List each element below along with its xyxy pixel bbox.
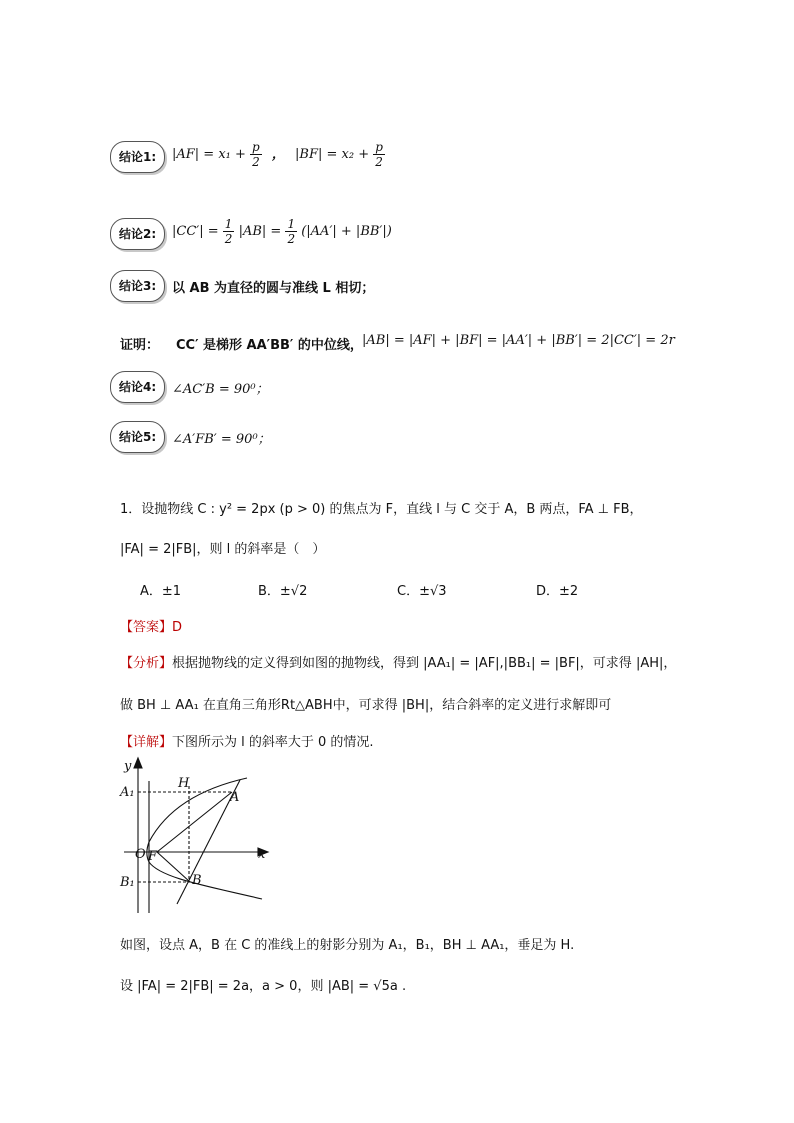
analysis-line-1 — [120, 652, 676, 671]
label-A1: A₁ — [120, 785, 135, 800]
label-A: A — [230, 790, 240, 805]
option-a: A．±1 — [140, 584, 182, 599]
answer-value: D — [172, 620, 183, 635]
conclusion-2-badge: 结论2: — [110, 218, 165, 250]
fraction-one-half: $\frac{1}{2}$ — [224, 217, 233, 246]
conclusion-3-badge: 结论3: — [110, 270, 165, 302]
analysis-line-2: 做 BH ⊥ AA₁ 在直角三角形Rt△ABH中，可求得 |BH|，结合斜率的定义进行求解即可 — [120, 698, 612, 713]
analysis-text-1: 根据抛物线的定义得到如图的抛物线，得到 |AA₁| = |AF|,|BB₁| = |BF|，可求得 |AH|， — [172, 656, 677, 671]
label-O: O — [135, 847, 146, 862]
segment-fb — [157, 852, 190, 882]
conclusion-4-badge: 结论4: — [110, 371, 165, 403]
label-B1: B₁ — [120, 875, 135, 890]
after-figure-line-1: 如图，设点 A，B 在 C 的准线上的射影分别为 A₁，B₁，BH ⊥ AA₁，垂足为 H. — [120, 938, 575, 953]
fraction-p-over-2-second: $\frac{p}{2}$ — [375, 140, 383, 169]
detail-line — [120, 731, 374, 750]
fraction-p-over-2: $\frac{p}{2}$ — [252, 140, 260, 169]
detail-label: 【详解】 — [120, 735, 173, 750]
conclusion-4-formula: ∠AC′B = 90⁰； — [172, 382, 269, 397]
conclusion-2-formula: |CC′| = $\frac{1}{2}$ |AB| = $\frac{1}{2}$ (|AA′| + |BB′|) — [172, 217, 392, 246]
problem-line-1: 1．设抛物线 C : y² = 2px (p > 0) 的焦点为 F，直线 l 与 C 交于 A，B 两点，FA ⊥ FB， — [120, 502, 643, 517]
y-axis-arrow — [134, 758, 142, 768]
conclusion-5-badge: 结论5: — [110, 421, 165, 453]
proof-text: CC′ 是梯形 AA′BB′ 的中位线， — [176, 338, 363, 353]
parabola-curve — [147, 778, 262, 899]
detail-text: 下图所示为 l 的斜率大于 0 的情况. — [172, 735, 374, 750]
conclusion-5-formula: ∠A′FB′ = 90⁰； — [172, 432, 271, 447]
proof-label: 证明： — [120, 338, 160, 353]
answer-label: 【答案】 — [120, 620, 173, 635]
label-H: H — [178, 776, 190, 791]
answer — [120, 616, 182, 635]
conclusion-1-formula: |AF| = x₁ + $\frac{p}{2}$ ， |BF| = x₂ + $\frac{p}{2}$ — [172, 140, 383, 169]
analysis-label: 【分析】 — [120, 656, 173, 671]
label-F: F — [148, 849, 158, 864]
label-y: y — [124, 759, 132, 774]
conclusion-1-badge: 结论1: — [110, 141, 165, 173]
label-x: x — [258, 847, 266, 862]
problem-line-2: |FA| = 2|FB|，则 l 的斜率是（ ） — [120, 542, 326, 557]
after-figure-line-2: 设 |FA| = 2|FB| = 2a，a > 0，则 |AB| = √5a . — [120, 979, 407, 994]
parabola-figure — [112, 756, 282, 918]
label-B: B — [192, 873, 202, 888]
proof-formula: |AB| = |AF| + |BF| = |AA′| + |BB′| = 2|CC′| = 2r — [362, 333, 675, 348]
option-b: B．±√2 — [258, 584, 308, 599]
conclusion-3-text: 以 AB 为直径的圆与准线 L 相切； — [172, 281, 375, 296]
fraction-one-half-second: $\frac{1}{2}$ — [287, 217, 296, 246]
option-c: C．±√3 — [397, 584, 447, 599]
segment-fa — [157, 792, 232, 852]
option-d: D．±2 — [536, 584, 579, 599]
